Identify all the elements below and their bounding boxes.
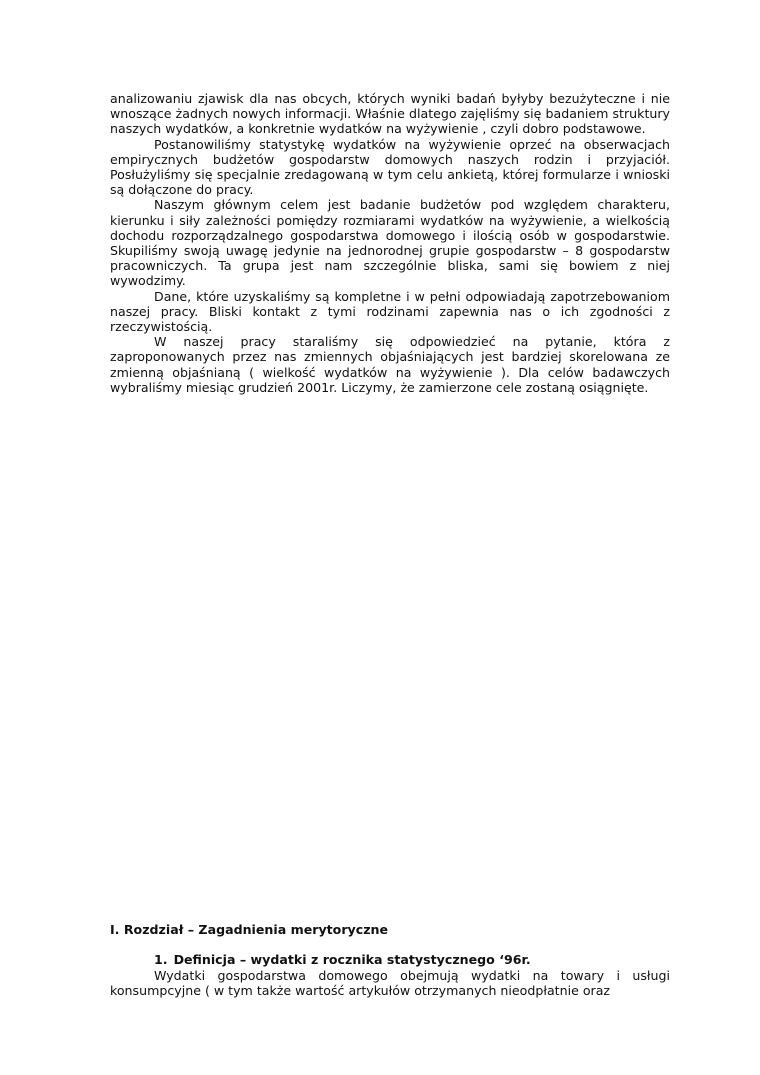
section-body <box>110 968 670 998</box>
section-number: 1. <box>154 952 168 967</box>
paragraph-1: analizowaniu zjawisk dla nas obcych, których wyniki badań byłyby bezużyteczne i nie wnoszące żadnych nowych informacji. Właśnie dlatego zajęliśmy się badaniem struktury naszych wydatków, a konkretnie wydatków na wyżywienie , czyli dobro podstawowe. <box>110 91 670 137</box>
paragraph-3: Naszym głównym celem jest badanie budżetów pod względem charakteru, kierunku i siły zależności pomiędzy rozmiarami wydatków na wyżywienie, a wielkością dochodu rozporządzalnego gospodarstwa domowego i ilością osób w gospodarstwie. Skupiliśmy swoją uwagę jedynie na jednorodnej grupie gospodarstw – 8 gospodarstw pracowniczych. Ta grupa jest nam szczególnie bliska, sami się bowiem z niej wywodzimy. <box>110 197 670 289</box>
chapter-heading: I. Rozdział – Zagadnienia merytoryczne <box>110 922 389 937</box>
paragraph-5: W naszej pracy staraliśmy się odpowiedzieć na pytanie, która z zaproponowanych przez nas zmiennych objaśniających jest bardziej skorelowana ze zmienną objaśnianą ( wielkość wydatków na wyżywienie ). Dla celów badawczych wybraliśmy miesiąc grudzień 2001r. Liczymy, że zamierzone cele zostaną osiągnięte. <box>110 334 670 395</box>
section-heading <box>154 952 531 967</box>
section-title: Definicja – wydatki z rocznika statystycznego ‘96r. <box>173 952 531 967</box>
section-paragraph: Wydatki gospodarstwa domowego obejmują wydatki na towary i usługi konsumpcyjne ( w tym także wartość artykułów otrzymanych nieodpłatnie oraz <box>110 968 670 999</box>
paragraph-4: Dane, które uzyskaliśmy są kompletne i w pełni odpowiadają zapotrzebowaniom naszej pracy. Bliski kontakt z tymi rodzinami zapewnia nas o ich zgodności z rzeczywistością. <box>110 288 670 335</box>
paragraph-2: Postanowiliśmy statystykę wydatków na wyżywienie oprzeć na obserwacjach empirycznych budżetów gospodarstw domowych naszych rodzin i przyjaciół. Posłużyliśmy się specjalnie zredagowaną w tym celu ankietą, której formularze i wnioski są dołączone do pracy. <box>110 136 670 198</box>
intro-text <box>110 91 670 395</box>
